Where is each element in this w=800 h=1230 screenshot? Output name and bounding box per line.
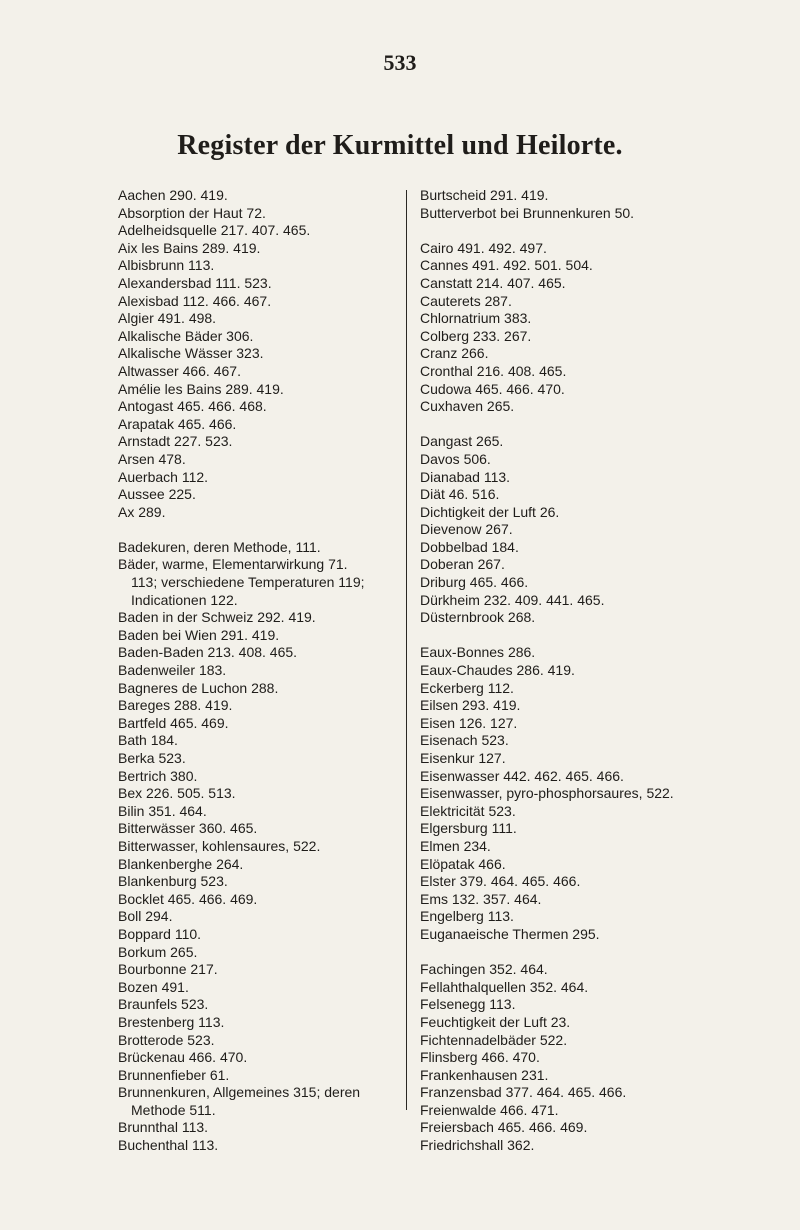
index-entry: Freiersbach 465. 466. 469. (420, 1119, 588, 1136)
index-entry: Aachen 290. 419. (118, 187, 228, 203)
index-entry: Dievenow 267. (420, 521, 513, 538)
index-entry: Brückenau 466. 470. (118, 1049, 248, 1066)
index-entry: Fellahthalquellen 352. 464. (420, 978, 589, 995)
index-entry: Berka 523. (118, 750, 186, 766)
index-entry: Doberan 267. (420, 556, 505, 573)
index-entry: Brestenberg 113. (118, 1013, 225, 1030)
index-entry: Brotterode 523. (118, 1031, 215, 1048)
index-entry: Altwasser 466. 467. (118, 362, 241, 379)
index-entry: Brunnthal 113. (118, 1119, 209, 1136)
index-entry: Amélie les Bains 289. 419. (118, 380, 284, 397)
index-entry: Brunnenfieber 61. (118, 1066, 230, 1083)
index-entry: Elektricität 523. (420, 802, 516, 819)
index-entry: Düsternbrook 268. (420, 609, 536, 626)
index-entry: Cudowa 465. 466. 470. (420, 380, 565, 397)
index-entry: Cranz 266. (420, 345, 489, 362)
index-entry: Elöpatak 466. (420, 855, 506, 872)
index-entry: Methode 511. (131, 1101, 216, 1118)
index-entry: Alexisbad 112. 466. 467. (118, 292, 272, 309)
index-entry: Badekuren, deren Methode, 111. (118, 538, 321, 555)
index-entry: Elster 379. 464. 465. 466. (420, 873, 581, 890)
index-entry: Chlornatrium 383. (420, 310, 532, 327)
index-entry: Cairo 491. 492. 497. (420, 239, 547, 256)
index-entry: Indicationen 122. (131, 591, 238, 608)
index-entry: Colberg 233. 267. (420, 327, 532, 344)
index-entry: Aussee 225. (118, 486, 196, 503)
index-entry: Franzensbad 377. 464. 465. 466. (420, 1084, 627, 1101)
index-entry: Alexandersbad 111. 523. (118, 274, 272, 291)
index-entry: Absorption der Haut 72. (118, 204, 266, 221)
index-entry: Davos 506. (420, 450, 491, 467)
index-entry: Eaux-Bonnes 286. (420, 644, 536, 661)
index-entry: Bartfeld 465. 469. (118, 714, 229, 731)
index-entry: Boll 294. (118, 908, 173, 925)
index-entry: Bocklet 465. 466. 469. (118, 890, 258, 907)
index-entry: Bilin 351. 464. (118, 802, 207, 819)
index-entry: Bitterwässer 360. 465. (118, 820, 258, 837)
index-entry: Elgersburg 111. (420, 820, 517, 837)
index-entry: Cannes 491. 492. 501. 504. (420, 257, 593, 274)
index-entry: 113; verschiedene Temperaturen 119; (131, 574, 365, 591)
index-entry: Engelberg 113. (420, 908, 514, 925)
index-column-right (408, 187, 710, 1155)
index-entry: Dichtigkeit der Luft 26. (420, 503, 560, 520)
index-entry: Felsenegg 113. (420, 996, 516, 1013)
index-entry: Arapatak 465. 466. (118, 415, 237, 432)
column-divider (406, 190, 407, 1110)
index-entry: Eckerberg 112. (420, 679, 514, 696)
index-entry: Arnstadt 227. 523. (118, 433, 233, 450)
index-entry: Euganaeische Thermen 295. (420, 925, 600, 942)
index-entry: Eisenkur 127. (420, 750, 506, 766)
index-entry: Eisenwasser 442. 462. 465. 466. (420, 767, 624, 784)
index-entry: Blankenburg 523. (118, 873, 228, 890)
index-entry: Bareges 288. 419. (118, 697, 233, 714)
index-column-left (118, 187, 398, 1155)
index-entry: Bourbonne 217. (118, 961, 218, 978)
index-entry: Fichtennadelbäder 522. (420, 1031, 568, 1048)
index-entry: Bex 226. 505. 513. (118, 785, 236, 802)
index-entry: Friedrichshall 362. (420, 1137, 535, 1154)
index-entry: Alkalische Wässer 323. (118, 345, 264, 362)
index-entry: Aix les Bains 289. 419. (118, 239, 261, 256)
index-entry: Dianabad 113. (420, 468, 511, 485)
index-entry: Bertrich 380. (118, 767, 198, 784)
index-entry: Canstatt 214. 407. 465. (420, 274, 566, 291)
index-entry: Bath 184. (118, 732, 178, 749)
index-entry: Auerbach 112. (118, 468, 209, 485)
index-entry: Braunfels 523. (118, 996, 209, 1013)
index-entry: Ems 132. 357. 464. (420, 890, 542, 907)
index-entry: Borkum 265. (118, 943, 198, 960)
index-entry: Driburg 465. 466. (420, 574, 529, 591)
index-entry: Frankenhausen 231. (420, 1066, 549, 1083)
index-entry: Boppard 110. (118, 925, 202, 942)
index-entry: Eilsen 293. 419. (420, 697, 521, 714)
index-entry: Algier 491. 498. (118, 310, 217, 327)
index-entry: Antogast 465. 466. 468. (118, 398, 267, 415)
index-entry: Flinsberg 466. 470. (420, 1049, 540, 1066)
index-entry: Cauterets 287. (420, 292, 512, 309)
index-entry: Dürkheim 232. 409. 441. 465. (420, 591, 605, 608)
index-entry: Eisen 126. 127. (420, 714, 518, 731)
index-entry: Diät 46. 516. (420, 486, 500, 503)
index-entry: Fachingen 352. 464. (420, 961, 548, 978)
index-entry: Baden-Baden 213. 408. 465. (118, 644, 298, 661)
page-title: Register der Kurmittel und Heilorte. (177, 130, 623, 161)
index-entry: Blankenberghe 264. (118, 855, 244, 872)
index-entry: Adelheidsquelle 217. 407. 465. (118, 222, 311, 239)
index-entry: Eisenwasser, pyro-phosphorsaures, 522. (420, 785, 674, 802)
index-entry: Arsen 478. (118, 450, 186, 467)
index-entry: Buchenthal 113. (118, 1137, 219, 1154)
index-entry: Brunnenkuren, Allgemeines 315; deren (118, 1084, 361, 1101)
index-entry: Dobbelbad 184. (420, 538, 519, 555)
index-entry: Eisenach 523. (420, 732, 509, 749)
index-entry: Butterverbot bei Brunnenkuren 50. (420, 204, 635, 221)
index-entry: Cronthal 216. 408. 465. (420, 362, 567, 379)
index-entry: Albisbrunn 113. (118, 257, 215, 274)
index-entry: Eaux-Chaudes 286. 419. (420, 662, 575, 679)
index-entry: Bitterwasser, kohlensaures, 522. (118, 837, 321, 854)
index-entry: Badenweiler 183. (118, 662, 227, 679)
index-entry: Bagneres de Luchon 288. (118, 679, 279, 696)
index-entry: Baden bei Wien 291. 419. (118, 626, 280, 643)
index-entry: Baden in der Schweiz 292. 419. (118, 609, 316, 626)
index-entry: Cuxhaven 265. (420, 398, 515, 415)
index-entry: Freienwalde 466. 471. (420, 1101, 559, 1118)
index-entry: Alkalische Bäder 306. (118, 327, 254, 344)
index-entry: Ax 289. (118, 503, 166, 520)
index-entry: Feuchtigkeit der Luft 23. (420, 1013, 571, 1030)
page-number: 533 (383, 50, 417, 75)
index-entry: Elmen 234. (420, 837, 491, 854)
index-entry: Burtscheid 291. 419. (420, 187, 549, 203)
index-entry: Bozen 491. (118, 978, 189, 995)
index-entry: Dangast 265. (420, 433, 504, 450)
index-entry: Bäder, warme, Elementarwirkung 71. (118, 556, 348, 573)
